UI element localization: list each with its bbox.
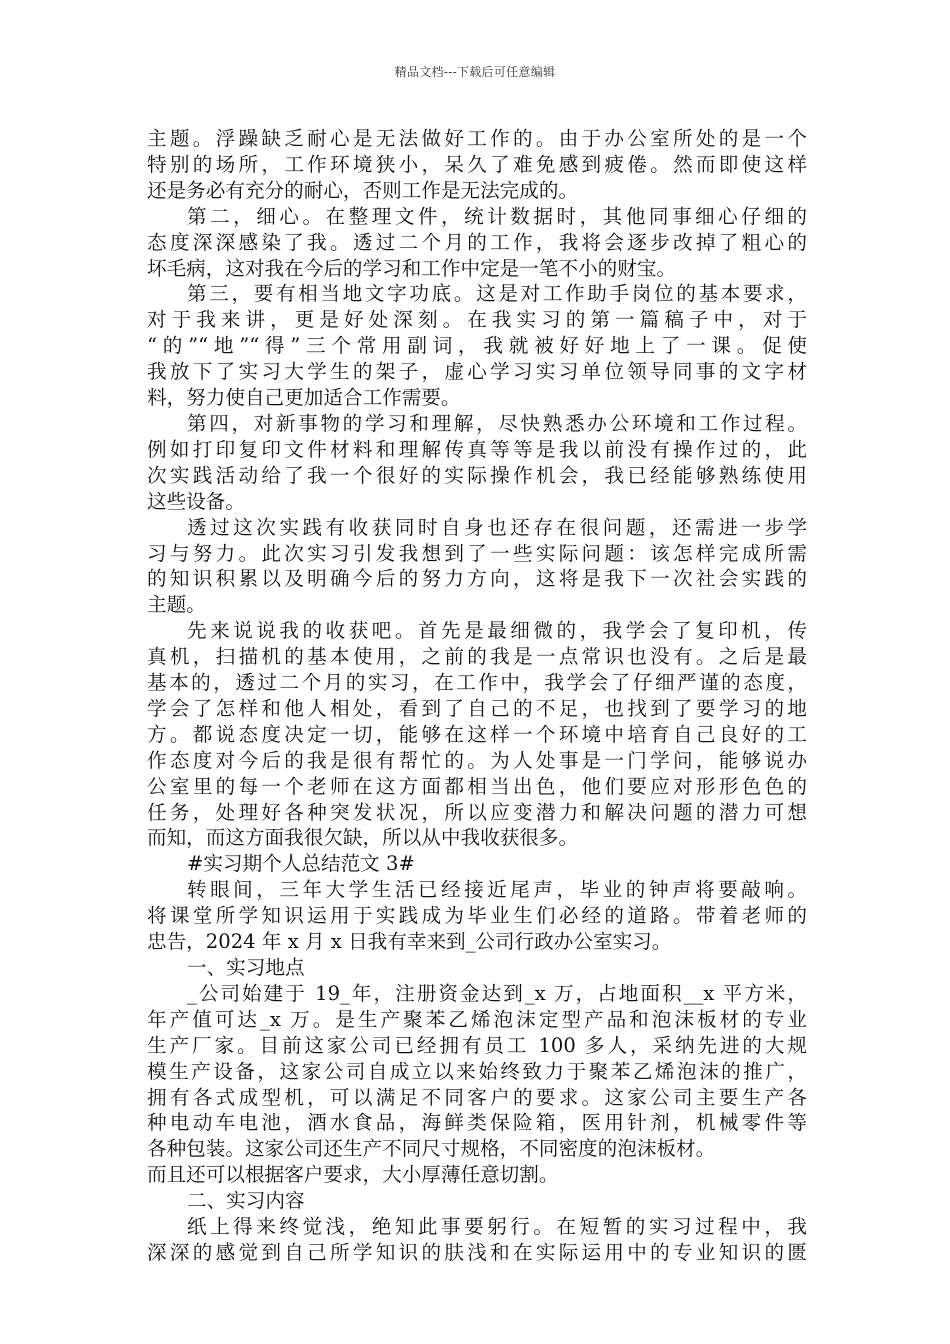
text-line: 态度深深感染了我。透过二个月的工作，我将会逐步改掉了粗心的 xyxy=(147,230,807,254)
text-line: 坏毛病，这对我在今后的学习和工作中定是一笔不小的财宝。 xyxy=(147,256,677,280)
text-line: 纸上得来终觉浅，绝知此事要躬行。在短暂的实习过程中，我 xyxy=(187,1215,807,1239)
text-line: “的”“地”“得”三个常用副词，我就被好好地上了一课。促使 xyxy=(147,334,807,358)
text-line: 基本的，透过二个月的实习，在工作中，我学会了仔细严谨的态度， xyxy=(147,671,807,695)
text-line: 还是务必有充分的耐心，否则工作是无法完成的。 xyxy=(147,178,579,202)
text-line: 学会了怎样和他人相处，看到了自己的不足，也找到了要学习的地 xyxy=(147,696,807,720)
text-line: 真机，扫描机的基本使用，之前的我是一点常识也没有。之后是最 xyxy=(147,645,807,669)
text-line: 料，努力使自己更加适合工作需要。 xyxy=(147,386,461,410)
document-body xyxy=(147,126,807,1266)
text-line: 而且还可以根据客户要求，大小厚薄任意切割。 xyxy=(147,1163,559,1187)
text-line: _公司始建于 19_年，注册资金达到_x 万，占地面积__x 平方米， xyxy=(187,981,807,1005)
text-line: 第二，细心。在整理文件，统计数据时，其他同事细心仔细的 xyxy=(187,204,807,228)
text-line: 年产值可达_x 万。是生产聚苯乙烯泡沫定型产品和泡沫板材的专业 xyxy=(147,1007,807,1031)
text-line: 一、实习地点 xyxy=(187,956,305,979)
text-line: 生产厂家。目前这家公司已经拥有员工 100 多人，采纳先进的大规 xyxy=(147,1033,807,1057)
text-line: 对于我来讲，更是好处深刻。在我实习的第一篇稿子中，对于 xyxy=(147,308,807,332)
text-line: 深深的感觉到自己所学知识的肤浅和在实际运用中的专业知识的匮 xyxy=(147,1240,807,1264)
text-line: 转眼间，三年大学生活已经接近尾声，毕业的钟声将要敲响。 xyxy=(187,878,807,902)
text-line: 方。都说态度决定一切，能够在这样一个环境中培育自己良好的工 xyxy=(147,722,807,746)
text-line: 主题。浮躁缺乏耐心是无法做好工作的。由于办公室所处的是一个 xyxy=(147,127,807,150)
text-line: 二、实习内容 xyxy=(187,1189,305,1213)
text-line: 我放下了实习大学生的架子，虚心学习实习单位领导同事的文字材 xyxy=(147,360,807,384)
text-line: 的知识积累以及明确今后的努力方向，这将是我下一次社会实践的 xyxy=(147,567,807,591)
text-line: 习与努力。此次实习引发我想到了一些实际问题：该怎样完成所需 xyxy=(147,541,807,565)
page-header-watermark: 精品文档---下载后可任意编辑 xyxy=(394,65,556,79)
text-line: 模生产设备，这家公司自成立以来始终致力于聚苯乙烯泡沫的推广， xyxy=(147,1059,807,1083)
text-line: 忠告，2024 年 x 月 x 日我有幸来到_公司行政办公室实习。 xyxy=(147,930,672,954)
text-line: 先来说说我的收获吧。首先是最细微的，我学会了复印机，传 xyxy=(187,619,807,643)
text-line: 特别的场所，工作环境狭小，呆久了难免感到疲倦。然而即使这样 xyxy=(147,152,807,176)
text-line: 作态度对今后的我是很有帮忙的。为人处事是一门学问，能够说办 xyxy=(147,748,807,772)
text-line: 拥有各式成型机，可以满足不同客户的要求。这家公司主要生产各 xyxy=(147,1085,807,1109)
text-line: 主题。 xyxy=(147,593,206,617)
text-line: #实习期个人总结范文 3# xyxy=(187,852,415,876)
text-line: 将课堂所学知识运用于实践成为毕业生们必经的道路。带着老师的 xyxy=(147,904,807,928)
text-line: 公室里的每一个老师在这方面都相当出色，他们要应对形形色色的 xyxy=(147,774,807,798)
text-line: 种电动车电池，酒水食品，海鲜类保险箱，医用针剂，机械零件等 xyxy=(147,1111,807,1135)
text-line: 各种包装。这家公司还生产不同尺寸规格，不同密度的泡沫板材。 xyxy=(147,1137,716,1161)
text-line: 任务，处理好各种突发状况，所以应变潜力和解决问题的潜力可想 xyxy=(147,800,807,824)
text-line: 例如打印复印文件材料和理解传真等等是我以前没有操作过的，此 xyxy=(147,437,807,461)
text-line: 透过这次实践有收获同时自身也还存在很问题，还需进一步学 xyxy=(187,515,807,539)
text-line: 这些设备。 xyxy=(147,489,245,513)
text-line: 而知，而这方面我很欠缺，所以从中我收获很多。 xyxy=(147,826,579,850)
text-line: 第四，对新事物的学习和理解，尽快熟悉办公环境和工作过程。 xyxy=(187,411,807,435)
text-line: 次实践活动给了我一个很好的实际操作机会，我已经能够熟练使用 xyxy=(147,463,807,487)
text-line: 第三，要有相当地文字功底。这是对工作助手岗位的基本要求， xyxy=(187,282,807,306)
